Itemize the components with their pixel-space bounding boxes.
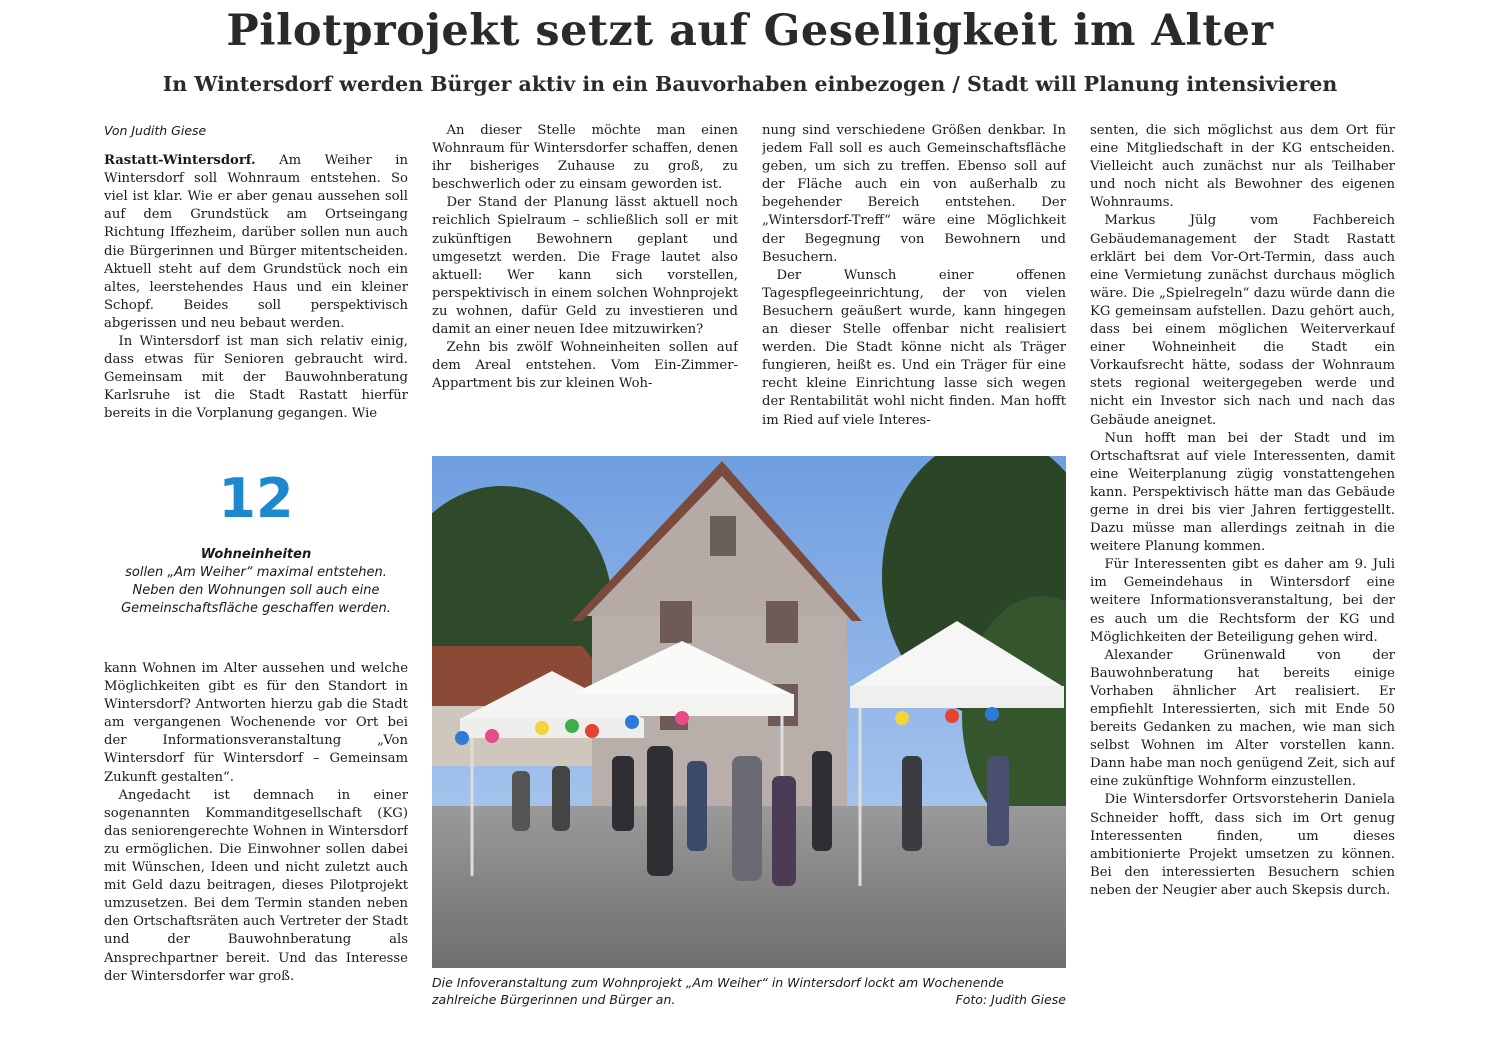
paragraph: Angedacht ist demnach in einer sogenannten Kommanditgesellschaft (KG) das seniorengerechte Wohnen in Wintersdorf zu ermöglichen. Die Einwohner sollen dabei mit Wünschen, Ideen und nicht zuletzt auch mit Geld dazu beitragen, dieses Pilotprojekt umzusetzen. Bei dem Termin standen neben den Ortschaftsräten auch Vertreter der Stadt und der Bauwohnberatung als Ansprechpartner bereit. Und das Interesse der Wintersdorfer war groß.	[104, 787, 408, 984]
paragraph: Nun hofft man bei der Stadt und im Ortschaftsrat auf viele Interessenten, damit eine Weiterplanung zügig vonstattengehen kann. Perspektivisch hätte man das Gebäude gerne in drei bis vier Jahren fertiggestellt. Dazu müsse man allerdings zeitnah in die weitere Planung kommen.	[1090, 430, 1395, 555]
byline: Von Judith Giese	[104, 123, 207, 138]
article-headline: Pilotprojekt setzt auf Geselligkeit im Alter	[226, 6, 1274, 56]
paragraph: nung sind verschiedene Größen denkbar. In jedem Fall soll es auch Gemeinschaftsfläche geben, um sich zu treffen. Ebenso soll auf der Fläche auch ein von außerhalb zu begehender Bereich entstehen. Der „Wintersdorf-Treff“ wäre eine Möglichkeit der Begegnung von Bewohnern und Besuchern.	[762, 123, 1066, 265]
paragraph: Die Wintersdorfer Ortsvorsteherin Daniela Schneider hofft, dass sich im Ort genug Interessenten finden, um dieses ambitionierte Projekt umsetzen zu können. Bei den interessierten Besuchern schien neben der Neugier aber auch Skepsis durch.	[1090, 792, 1395, 898]
column-2	[432, 122, 738, 440]
paragraph: Markus Jülg vom Fachbereich Gebäudemanagement der Stadt Rastatt erklärt bei dem Vor-Ort-Termin, dass auch eine Vermietung zunächst durchaus möglich wäre. Die „Spielregeln“ dazu würde dann die KG gemeinsam aufstellen. Dazu gehört auch, dass bei einem möglichen Weiterverkauf einer Wohneinheit die Stadt ein Vorkaufsrecht hätte, sodass der Wohnraum stets regional weitergegeben werde und nicht ein Investor sich nach und nach das Gebäude aneignet.	[1090, 213, 1395, 428]
photo-credit: Foto: Judith Giese	[955, 992, 1066, 1007]
column-1-bottom	[104, 660, 408, 1020]
paragraph-text: Am Weiher in Wintersdorf soll Wohnraum entstehen. So viel ist klar. Wie er aber genau aussehen soll auf dem Grundstück am Ortseingang Richtung Iffezheim, darüber sollen nun auch die Bürgerinnen und Bürger mitentscheiden. Aktuell steht auf dem Grundstück noch ein altes, leerstehendes Haus und ein kleiner Schopf. Beides soll perspektivisch abgerissen und neu bebaut werden.	[104, 153, 408, 331]
infobox-number: 12	[218, 467, 294, 530]
dateline: Rastatt-Wintersdorf.	[104, 153, 256, 169]
article-subheadline: In Wintersdorf werden Bürger aktiv in ein Bauvorhaben einbezogen / Stadt will Planung intensivieren	[162, 72, 1338, 96]
paragraph	[104, 152, 408, 333]
paragraph: In Wintersdorf ist man sich relativ einig, dass etwas für Senioren gebraucht wird. Gemeinsam mit der Bauwohnberatung Karlsruhe ist die Stadt Rastatt hierfür bereits in die Vorplanung gegangen. Wie	[104, 334, 408, 422]
paragraph: Der Stand der Planung lässt aktuell noch reichlich Spielraum – schließlich soll er mit zukünftigen Bewohnern geplant und umgesetzt werden. Die Frage lautet also aktuell: Wer kann sich vorstellen, perspektivisch in einem solchen Wohnprojekt zu wohnen, dafür Geld zu investieren und damit an einer neuen Idee mitzuwirken?	[432, 195, 738, 338]
article-photo	[432, 456, 1066, 968]
paragraph: Der Wunsch einer offenen Tagespflegeeinrichtung, der von vielen Besuchern geäußert wurde, kann hingegen an dieser Stelle offenbar nicht realisiert werden. Die Stadt könne nicht als Träger fungieren, heißt es. Und ein Träger für eine recht kleine Einrichtung lasse sich wegen der Rentabilität wohl nicht finden. Man hofft im Ried auf viele Interes-	[762, 267, 1066, 428]
column-4	[1090, 122, 1395, 1022]
paragraph: Zehn bis zwölf Wohneinheiten sollen auf dem Areal entstehen. Vom Ein-Zimmer-Appartment bis zur kleinen Woh-	[432, 340, 738, 392]
column-1-top	[104, 122, 408, 462]
paragraph: An dieser Stelle möchte man einen Wohnraum für Wintersdorfer schaffen, denen ihr bisheriges Zuhause zu groß, zu beschwerlich oder zu einsam geworden ist.	[432, 123, 738, 193]
photo-caption	[432, 974, 1066, 1008]
infobox	[104, 468, 408, 618]
column-3	[762, 122, 1066, 440]
paragraph: Alexander Grünenwald von der Bauwohnberatung hat bereits einige Vorhaben ähnlicher Art realisiert. Er empfiehlt Interessierten, sich mit Ende 50 bereits Gedanken zu machen, wie man sich selbst Wohnen im Alter vorstellen kann. Dann habe man noch genügend Zeit, sich auf eine zukünftige Wohnform einzustellen.	[1090, 647, 1395, 790]
paragraph: senten, die sich möglichst aus dem Ort für eine Mitgliedschaft in der KG entscheiden. Vielleicht auch zunächst nur als Teilhaber und noch nicht als Bewohner des eigenen Wohnraums.	[1090, 123, 1395, 211]
infobox-text: sollen „Am Weiher“ maximal entstehen. Neben den Wohnungen soll auch eine Gemeinschaftsfläche geschaffen werden.	[121, 565, 391, 616]
photo-caption-text: Die Infoveranstaltung zum Wohnprojekt „Am Weiher“ in Wintersdorf lockt am Wochenende zahlreiche Bürgerinnen und Bürger an.	[432, 975, 1004, 1007]
paragraph: Für Interessenten gibt es daher am 9. Juli im Gemeindehaus in Wintersdorf eine weitere Informationsveranstaltung, bei der es auch um die Rechtsform der KG und Möglichkeiten der Beteiligung gehen wird.	[1090, 557, 1395, 645]
paragraph: kann Wohnen im Alter aussehen und welche Möglichkeiten gibt es für den Standort in Wintersdorf? Antworten hierzu gab die Stadt am vergangenen Wochenende vor Ort bei der Informationsveranstaltung „Von Wintersdorf für Wintersdorf – Gemeinsam Zukunft gestalten“.	[104, 661, 408, 785]
photo-illustration	[432, 456, 1066, 968]
infobox-label: Wohneinheiten	[200, 547, 312, 562]
